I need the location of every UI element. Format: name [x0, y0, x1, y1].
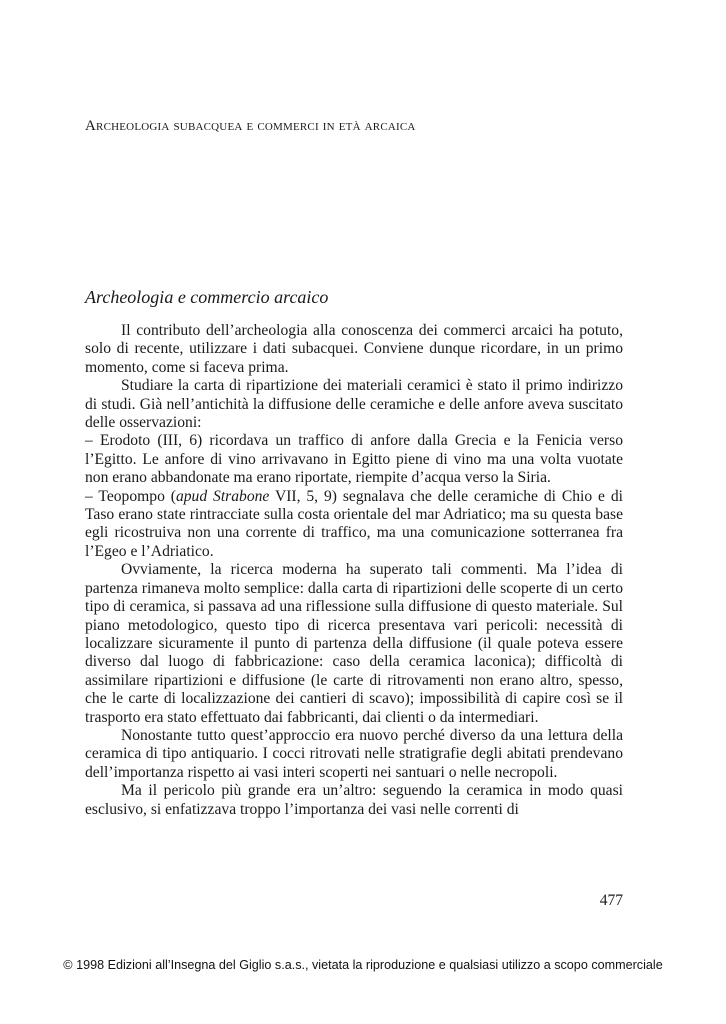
copyright-notice: © 1998 Edizioni all’Insegna del Giglio s.a.s., vietata la riproduzione e qualsiasi utilizzo a scopo commerciale — [63, 958, 663, 972]
section-title: Archeologia e commercio arcaico — [85, 287, 329, 307]
body-text — [85, 322, 623, 819]
paragraph: Il contributo dell’archeologia alla conoscenza dei commerci arcaici ha potuto, solo di recente, utilizzare i dati subacquei. Conviene dunque ricordare, in un primo momento, come si faceva prima. — [85, 322, 623, 376]
page-number: 477 — [599, 892, 623, 909]
paragraph: Studiare la carta di ripartizione dei materiali ceramici è stato il primo indirizzo di studi. Già nell’antichità la diffusione delle ceramiche e delle anfore aveva suscitato delle osservazioni: — [85, 377, 623, 432]
paragraph: – Erodoto (III, 6) ricordava un traffico di anfore dalla Grecia e la Fenicia verso l’Egitto. Le anfore di vino arrivavano in Egitto piene di vino ma una volta vuotate non erano abbandonate ma erano riportate, riempite d’acqua verso la Siria. — [85, 432, 623, 487]
paragraph-rest: VII, 5, 9) segnalava che delle ceramiche di Chio e di Taso erano state rintracciate sulla costa orientale del mar Adriatico; ma su questa base egli ricostruiva non una corrente di traffico, ma una comunicazione sotterranea fra l’Egeo e l’Adriatico. — [85, 487, 623, 560]
paragraph — [85, 488, 623, 562]
paragraph: Nonostante tutto quest’approccio era nuovo perché diverso da una lettura della ceramica di tipo antiquario. I cocci ritrovati nelle stratigrafie degli abitati prendevano dell’importanza rispetto ai vasi interi scoperti nei santuari o nelle necropoli. — [85, 726, 623, 781]
italic-citation: apud Strabone — [175, 487, 270, 505]
running-head: Archeologia subacquea e commerci in età arcaica — [85, 118, 416, 134]
paragraph: Ma il pericolo più grande era un’altro: seguendo la ceramica in modo quasi esclusivo, si enfatizzava troppo l’importanza dei vasi nelle correnti di — [85, 782, 623, 818]
paragraph-prefix: – Teopompo ( — [85, 487, 176, 505]
paragraph: Ovviamente, la ricerca moderna ha superato tali commenti. Ma l’idea di partenza rimaneva molto semplice: dalla carta di ripartizioni delle scoperte di un certo tipo di ceramica, si passava ad una riflessione sulla diffusione di questo materiale. Sul piano metodologico, questo tipo di ricerca presentava vari pericoli: necessità di localizzare sicuramente il punto di partenza della diffusione (il quale poteva essere diverso dal luogo di fabbricazione: caso della ceramica laconica); difficoltà di assimilare ripartizioni e diffusione (le carte di ritrovamenti non erano altro, spesso, che le carte di localizzazione dei cantieri di scavo); impossibilità di capire così se il trasporto era stato effettuato dai fabbricanti, dai clienti o da intermediari. — [85, 561, 623, 726]
